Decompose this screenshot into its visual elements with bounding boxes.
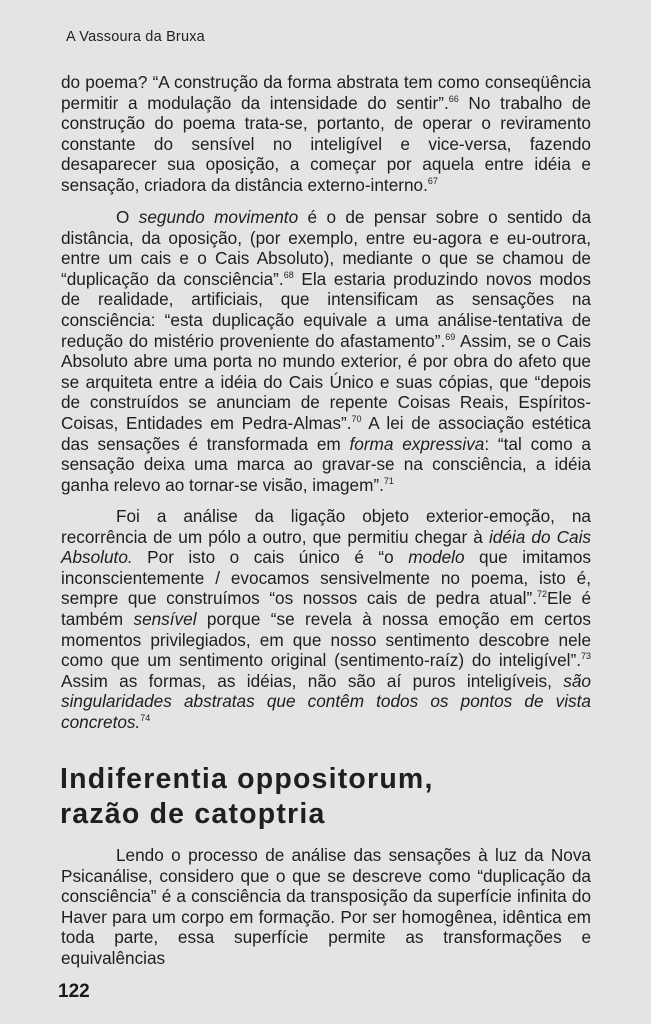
- text: Assim, se o Cais Absoluto abre uma porta no mundo exterior, é por obra do afeto que se arquiteta entre a idéia do Cais Único e suas cópias, que “depois de construídos se anunciam de repente Coisas Reais, Espíritos-Coisas, Entidades em Pedra-Almas”.: [61, 330, 591, 433]
- italic-text: sensível: [133, 608, 197, 629]
- italic-text: idéia do Cais Absoluto.: [61, 526, 591, 568]
- footnote-ref: 67: [427, 175, 438, 186]
- section-heading-line: Indiferentia oppositorum,: [60, 763, 434, 795]
- text: Ela estaria produzindo novos modos de realidade, artificiais, que intensificam as sensações na consciência: “esta duplicação equivale a uma análise-tentativa de redução do mistério proveniente do afastamento”.: [61, 268, 592, 351]
- footnote-ref: 66: [448, 93, 459, 104]
- footnote-ref: 70: [351, 413, 362, 424]
- page-number: 122: [58, 981, 90, 1002]
- text: A lei de associação estética das sensações é transformada em: [61, 412, 591, 454]
- text: porque “se revela à nossa emoção em certos momentos privilegiados, em que nosso sentimento descobre nele como que um sentimento original (sentimento-raíz) do inteligível”.: [61, 608, 591, 671]
- text: Lendo o processo de análise das sensações à luz da Nova Psicanálise, considero que o que se descreve como “duplicação da consciência” é a consciência da transposição da superfície infinita do Haver para um corpo em formação. Por ser homogênea, idêntica em toda parte, essa superfície permite as transformações e equivalências: [61, 845, 591, 968]
- footnote-ref: 74: [140, 712, 151, 723]
- footnote-ref: 69: [445, 331, 456, 342]
- italic-text: forma expressiva: [349, 433, 485, 454]
- paragraph-3: [61, 506, 591, 733]
- italic-text: são singularidades abstratas que contêm todos os pontos de vista concretos.: [61, 670, 591, 732]
- running-head: A Vassoura da Bruxa: [66, 29, 205, 45]
- italic-text: modelo: [408, 547, 465, 568]
- text: do poema? “A construção da forma abstrata tem como conseqüência permitir a modulação da intensidade do sentir”.: [61, 72, 591, 113]
- paragraph-1: [61, 72, 591, 196]
- paragraph-2: [61, 207, 591, 495]
- text: que imitamos inconscientemente / evocamos sensivelmente no poema, isto é, sempre que construímos “os nossos cais de pedra atual”.: [61, 547, 591, 609]
- section-heading-line: razão de catoptria: [60, 798, 326, 830]
- text: Ele é também: [61, 588, 591, 629]
- section-heading: [60, 762, 600, 832]
- footnote-ref: 72: [537, 589, 548, 600]
- text: : “tal como a sensação deixa uma marca ao gravar-se na consciência, a idéia ganha relevo ao tornar-se visão, imagem”.: [61, 433, 591, 495]
- footnote-ref: 68: [283, 269, 294, 280]
- text: No trabalho de construção do poema trata-se, portanto, de operar o reviramento constante do sensível no inteligível e vice-versa, fazendo desaparecer sua oposição, a começar por aquela entre idéia e sensação, criadora da distância externo-interno.: [61, 92, 591, 195]
- text: é o de pensar sobre o sentido da distância, da oposição, (por exemplo, entre eu-agora e eu-outrora, entre um cais e o Cais Absoluto), mediante o que se chamou de “duplicação da consciência”.: [61, 207, 591, 289]
- paragraph-4: [61, 845, 591, 969]
- text: Assim as formas, as idéias, não são aí puros inteligíveis,: [61, 670, 564, 691]
- text: Foi a análise da ligação objeto exterior-emoção, na recorrência de um pólo a outro, que permitiu chegar à: [61, 506, 591, 547]
- footnote-ref: 73: [580, 651, 591, 662]
- text: O: [116, 207, 139, 227]
- footnote-ref: 71: [383, 475, 394, 486]
- italic-text: segundo movimento: [138, 207, 299, 227]
- text: Por isto o cais único é “o: [132, 547, 409, 568]
